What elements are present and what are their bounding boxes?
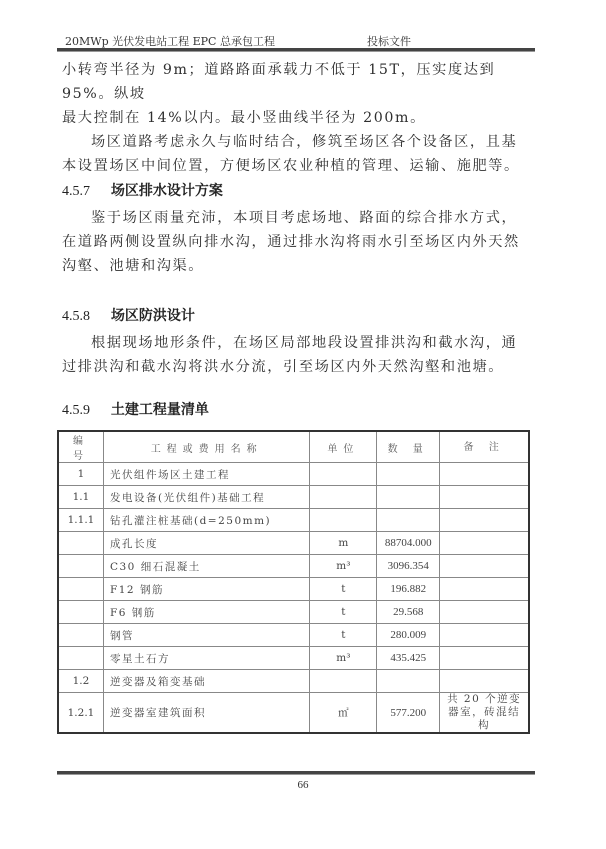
- cell-item-name: 逆变器及箱变基础: [103, 670, 309, 693]
- cell-number: 1.1.1: [58, 509, 103, 532]
- cell-number: 1: [58, 463, 103, 486]
- cell-quantity: 88704.000: [377, 532, 440, 555]
- paragraph-road-specs: [62, 58, 532, 178]
- table-header-row: [58, 431, 529, 463]
- cell-item-name: 成孔长度: [103, 532, 309, 555]
- cell-item-name: 逆变器室建筑面积: [103, 693, 309, 734]
- section-number: 4.5.7: [62, 184, 90, 199]
- cell-remarks: [440, 578, 529, 601]
- section-heading-4-5-9: [62, 399, 209, 419]
- table-row: [58, 486, 529, 509]
- table-row: [58, 693, 529, 734]
- cell-remarks: 共 20 个逆变器室，砖混结构: [440, 693, 529, 734]
- cell-quantity: [377, 670, 440, 693]
- cell-item-name: F6 钢筋: [103, 601, 309, 624]
- header-item-name: 工程或费用名称: [103, 431, 309, 463]
- cell-number: [58, 647, 103, 670]
- cell-unit: m: [310, 532, 377, 555]
- cell-remarks: [440, 670, 529, 693]
- cell-item-name: 钢管: [103, 624, 309, 647]
- page-number: 66: [297, 779, 309, 791]
- table-row: [58, 624, 529, 647]
- cell-unit: t: [310, 624, 377, 647]
- section-heading-4-5-8: [62, 305, 195, 325]
- section-number: 4.5.8: [62, 309, 90, 324]
- cell-number: 1.2: [58, 670, 103, 693]
- section-heading-4-5-7: [62, 180, 223, 200]
- cell-remarks: [440, 624, 529, 647]
- cell-unit: t: [310, 601, 377, 624]
- section-number: 4.5.9: [62, 403, 90, 418]
- cell-item-name: 发电设备(光伏组件)基础工程: [103, 486, 309, 509]
- document-type: 投标文件: [367, 35, 411, 48]
- paragraph-drainage: 鉴于场区雨量充沛，本项目考虑场地、路面的综合排水方式，在道路两侧设置纵向排水沟，通过排水沟将雨水引至场区内外天然沟壑、池塘和沟渠。: [62, 210, 520, 274]
- cell-unit: ㎡: [310, 693, 377, 734]
- paragraph-road-layout: 场区道路考虑永久与临时结合，修筑至场区各个设备区，且基本设置场区中间位置，方便场区农业种植的管理、运输、施肥等。: [62, 134, 520, 174]
- cell-number: [58, 601, 103, 624]
- cell-remarks: [440, 601, 529, 624]
- civil-works-quantity-table: [57, 430, 530, 734]
- paragraph-line: 最大控制在 14%以内。最小竖曲线半径为 200m。: [62, 110, 426, 126]
- cell-item-name: 钻孔灌注桩基础(d=250mm): [103, 509, 309, 532]
- cell-quantity: 3096.354: [377, 555, 440, 578]
- header-remarks: 备 注: [440, 431, 529, 463]
- cell-quantity: 280.009: [377, 624, 440, 647]
- cell-item-name: F12 钢筋: [103, 578, 309, 601]
- table-row: [58, 509, 529, 532]
- table-row: [58, 532, 529, 555]
- section-title: 土建工程量清单: [110, 402, 209, 418]
- cell-unit: [310, 670, 377, 693]
- cell-quantity: 435.425: [377, 647, 440, 670]
- table-row: [58, 647, 529, 670]
- cell-number: [58, 532, 103, 555]
- table-row: [58, 463, 529, 486]
- cell-unit: t: [310, 578, 377, 601]
- cell-item-name: C30 细石混凝土: [103, 555, 309, 578]
- cell-quantity: [377, 486, 440, 509]
- cell-quantity: 196.882: [377, 578, 440, 601]
- cell-unit: m³: [310, 647, 377, 670]
- section-body-drainage: [62, 206, 532, 278]
- cell-number: 1.1: [58, 486, 103, 509]
- cell-unit: [310, 463, 377, 486]
- cell-number: [58, 624, 103, 647]
- cell-unit: [310, 486, 377, 509]
- cell-remarks: [440, 486, 529, 509]
- table-row: [58, 601, 529, 624]
- cell-remarks: [440, 532, 529, 555]
- header-number: 编号: [58, 431, 103, 463]
- cell-item-name: 零星土石方: [103, 647, 309, 670]
- cell-remarks: [440, 555, 529, 578]
- cell-quantity: 29.568: [377, 601, 440, 624]
- header-quantity: 数 量: [377, 431, 440, 463]
- header-rule: [57, 48, 535, 52]
- cell-remarks: [440, 647, 529, 670]
- cell-number: [58, 578, 103, 601]
- cell-quantity: [377, 509, 440, 532]
- table-row: [58, 670, 529, 693]
- cell-remarks: [440, 463, 529, 486]
- cell-unit: [310, 509, 377, 532]
- section-title: 场区防洪设计: [110, 308, 195, 324]
- section-title: 场区排水设计方案: [110, 183, 223, 199]
- page-header: [57, 30, 535, 48]
- table-row: [58, 555, 529, 578]
- project-title: 20MWp 光伏发电站工程 EPC 总承包工程: [65, 35, 275, 48]
- header-unit: 单位: [310, 431, 377, 463]
- paragraph-line: 小转弯半径为 9m；道路路面承载力不低于 15T，压实度达到 95%。纵坡: [62, 62, 496, 102]
- cell-item-name: 光伏组件场区土建工程: [103, 463, 309, 486]
- cell-number: [58, 555, 103, 578]
- cell-quantity: 577.200: [377, 693, 440, 734]
- footer-rule: [57, 771, 535, 775]
- section-body-flood-control: [62, 331, 532, 379]
- cell-remarks: [440, 509, 529, 532]
- cell-quantity: [377, 463, 440, 486]
- cell-number: 1.2.1: [58, 693, 103, 734]
- paragraph-flood-control: 根据现场地形条件，在场区局部地段设置排洪沟和截水沟，通过排洪沟和截水沟将洪水分流，引至场区内外天然沟壑和池塘。: [62, 335, 518, 375]
- table-row: [58, 578, 529, 601]
- cell-unit: m³: [310, 555, 377, 578]
